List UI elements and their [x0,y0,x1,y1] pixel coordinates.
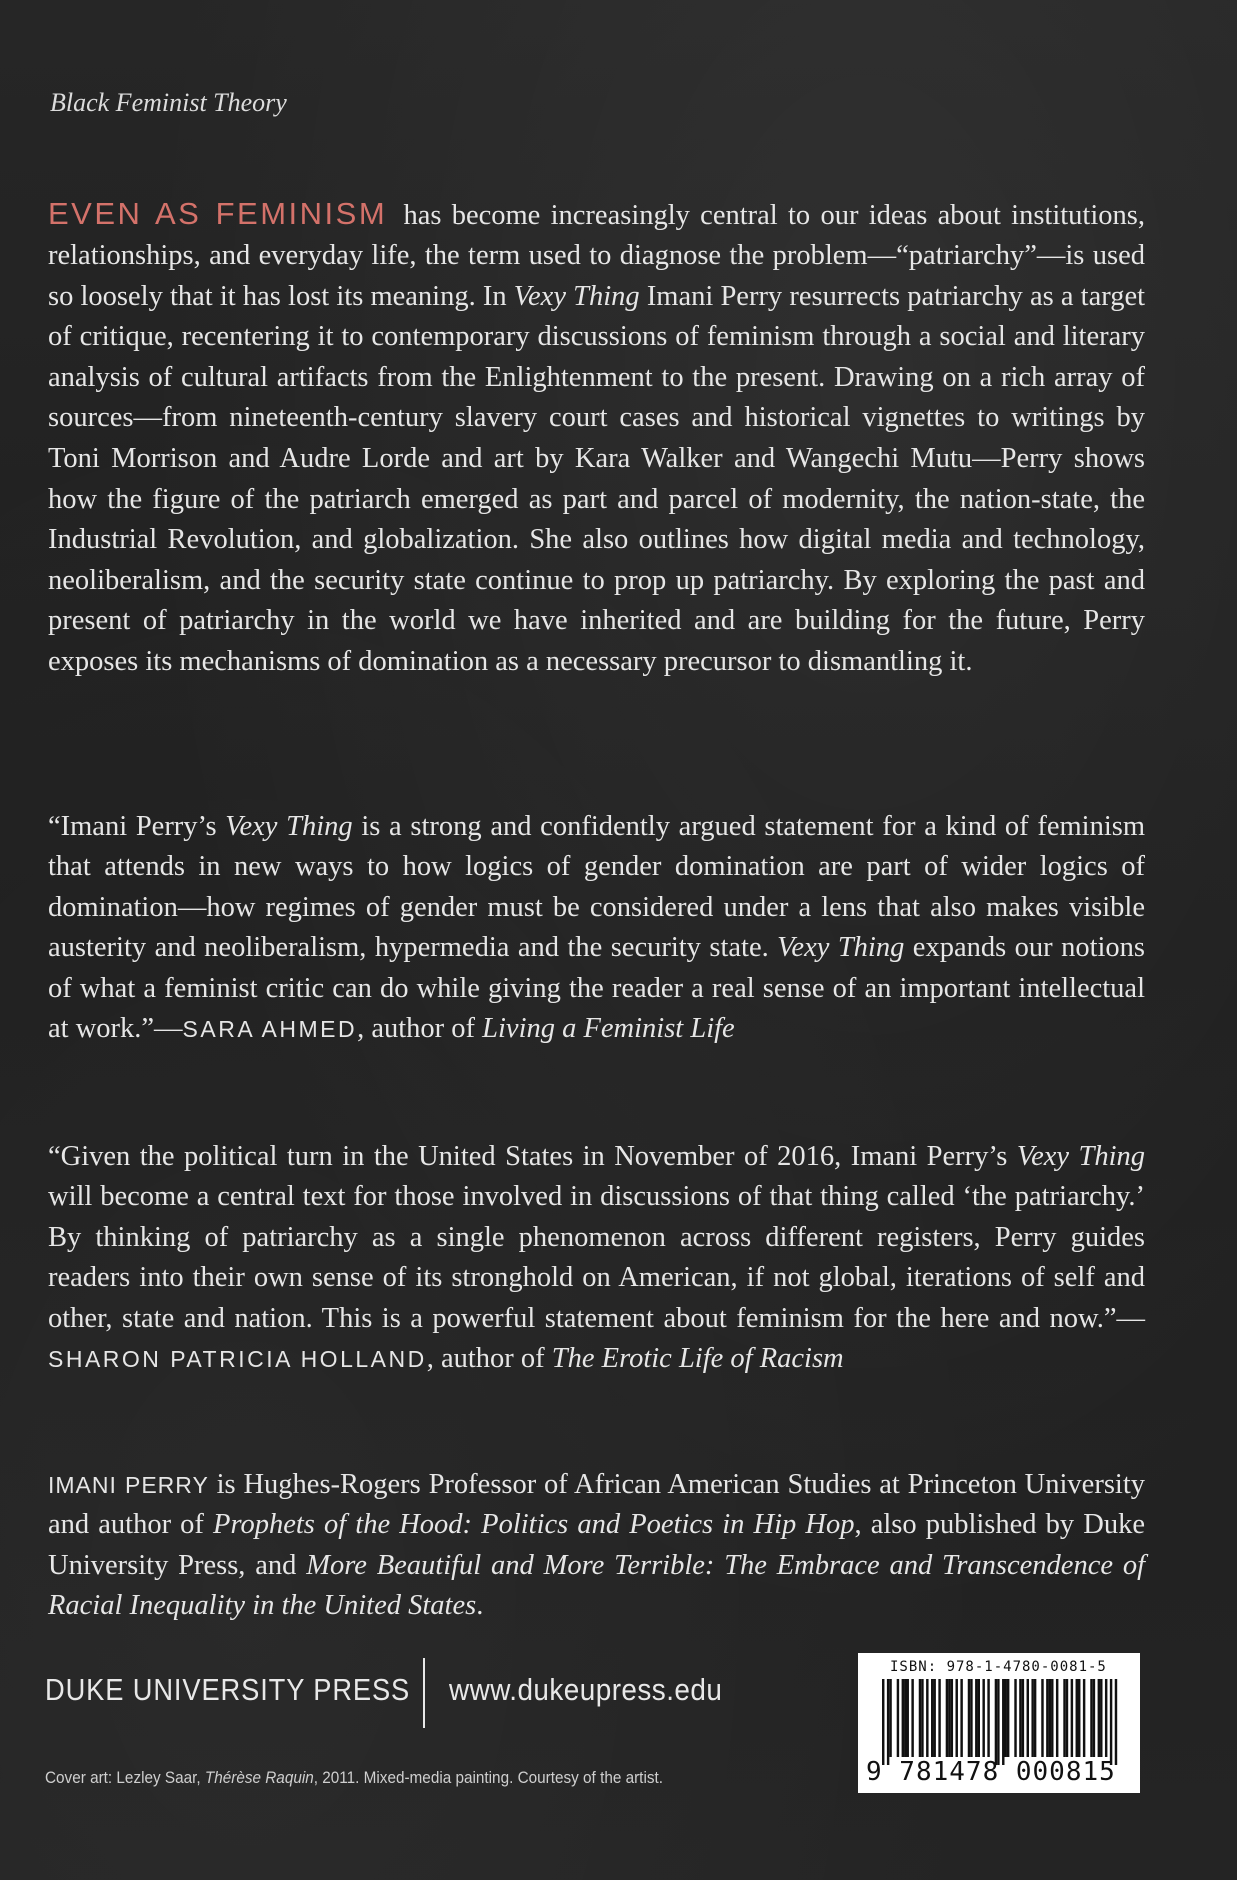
cover-art-credit [45,1768,663,1788]
barcode-bar [1005,1679,1007,1757]
isbn-label: ISBN: 978-1-4780-0081-5 [890,1659,1107,1675]
quote2-text-1: “Given the political turn in the United States in November of 2016, Imani Perry’s [48,1140,1017,1172]
barcode-bar [897,1679,899,1757]
bio-book-2: More Beautiful and More Terrible: The Embrace and Transcendence of Racial Inequality in the United States [48,1549,1145,1622]
barcode-bar [1014,1679,1016,1757]
barcode-bar [907,1679,909,1757]
barcode-bar [919,1679,921,1757]
barcode-bar [938,1679,940,1757]
barcode-bar [1031,1679,1033,1757]
barcode-bar [1105,1679,1107,1757]
barcode-bar [1100,1679,1102,1757]
barcode-bar [978,1679,980,1757]
barcode-bar [1098,1679,1100,1757]
barcode-bar [1022,1679,1024,1757]
barcode-bar [904,1679,906,1757]
barcode-digits: 9 781478 000815 [866,1757,1116,1787]
blurb-quote-holland [48,1137,1145,1381]
barcode-bar [1063,1679,1065,1757]
barcode-bar [948,1679,950,1757]
barcode-bar [911,1679,913,1757]
description-paragraph [48,194,1145,683]
bio-author-name: IMANI PERRY [48,1471,209,1498]
quote1-title-1: Vexy Thing [225,810,353,842]
quote1-author-book: Living a Feminist Life [482,1013,735,1045]
barcode-bar [951,1679,953,1757]
barcode-bar [968,1679,970,1757]
quote1-author: SARA AHMED [182,1016,358,1043]
quote1-text-3: , author of [357,1013,483,1045]
quote2-author-book: The Erotic Life of Racism [551,1343,844,1375]
barcode-bar [921,1679,923,1757]
credit-artwork-title: Thérèse Raquin [204,1768,314,1787]
bio-text-1: is Hughes-Rogers Professor of African American Studies at Princeton University and author of [48,1468,1146,1541]
quote1-text-2: expands our notions of what a feminist critic can do while giving the reader a real sense of an important intellectual at work.”— [48,932,1145,1045]
quote2-author: SHARON PATRICIA HOLLAND [48,1346,427,1373]
publisher-website: www.dukeupress.edu [449,1672,723,1707]
series-title: Black Feminist Theory [50,88,287,117]
barcode-bar [1056,1679,1058,1757]
bio-text-2: , also published by Duke University Press, and [48,1509,1146,1581]
description-text-1: has become increasingly central to our ideas about institutions, relationships, and everyday life, the term used to diagnose the problem—“patriarchy”—is used so loosely that it has lost its meaning. In [48,199,1145,312]
barcode-bar [1051,1679,1053,1757]
barcode-bar [987,1679,989,1757]
barcode-bar [1019,1679,1021,1757]
barcode-bar [931,1679,933,1757]
quote2-title: Vexy Thing [1016,1140,1146,1172]
barcode-bar [1049,1679,1051,1757]
barcode-bar [1076,1679,1078,1757]
barcode-bar [970,1679,972,1757]
publisher-name: DUKE UNIVERSITY PRESS [45,1672,411,1707]
quote1-open: “Imani Perry’s [48,810,226,842]
publisher-divider [423,1658,425,1728]
barcode-bar [1046,1679,1048,1757]
barcode-bar [902,1679,904,1757]
bio-text-3: . [476,1590,484,1622]
barcode-bar [926,1679,928,1757]
isbn-barcode [858,1653,1140,1793]
bio-book-1: Prophets of the Hood: Politics and Poetics in Hip Hop [213,1509,855,1541]
barcode-bar [933,1679,935,1757]
quote1-text-1: is a strong and confidently argued statement for a kind of feminism that attends in new ways to how logics of gender domination are part of wider logics of domination—how regimes of gender must be considered under a lens that also makes visible austerity and neoliberalism, hypermedia and the security state. [48,810,1145,964]
blurb-quote-ahmed [48,807,1145,1051]
author-bio [48,1465,1145,1627]
barcode-bar [997,1679,999,1765]
barcode-bar [1066,1679,1068,1757]
barcode-bar [960,1679,962,1757]
description-text-2: Imani Perry resurrects patriarchy as a target of critique, recentering it to contemporary discussions of feminism through a social and literary analysis of cultural artifacts from the Enlightenment to the present. Drawing on a rich array of sources—from nineteenth-century slavery court cases and historical vignettes to writings by Toni Morrison and Audre Lorde and art by Kara Walker and Wangechi Mutu—Perry shows how the figure of the patriarch emerged as part and parcel of modernity, the nation-state, the Industrial Revolution, and globalization. She also outlines how digital media and technology, neoliberalism, and the security state continue to prop up patriarchy. By exploring the past and present of patriarchy in the world we have inherited and are building for the future, Perry exposes its mechanisms of domination as a necessary precursor to dismantling it. [48,280,1146,678]
barcode-bar [1090,1679,1092,1757]
barcode-bar [1034,1679,1036,1757]
barcode-bar [887,1679,889,1765]
quote2-text-3: , author of [426,1343,552,1375]
barcode-bar [1002,1679,1004,1765]
description-book-title: Vexy Thing [513,280,640,312]
quote2-text-2: will become a central text for those involved in discussions of that thing called ‘the patriarchy.’ By thinking of patriarchy as a single phenomenon across different registers, Perry guides readers into their own sense of its stronghold on American, if not global, iterations of self and other, state and nation. This is a powerful statement about feminism for the here and now.”— [48,1181,1145,1334]
barcode-bar [946,1679,948,1757]
barcode-bar [995,1679,997,1765]
barcode-bar [1027,1679,1029,1757]
barcode-bar [889,1679,891,1757]
barcode-bar [1083,1679,1085,1757]
credit-text-2: , 2011. Mixed-media painting. Courtesy of the artist. [313,1768,663,1787]
quote1-title-2: Vexy Thing [777,932,905,964]
barcode-bar [956,1679,958,1757]
barcode-bar [882,1679,884,1765]
barcode-bar [1078,1679,1080,1757]
barcode-bar [1007,1679,1009,1757]
barcode-bar [1071,1679,1073,1757]
barcode-bar [1093,1679,1095,1757]
barcode-bar [982,1679,984,1757]
barcode-bar [975,1679,977,1757]
barcode-bar [1041,1679,1043,1757]
barcode-bar [1115,1679,1117,1765]
barcode-bar [1110,1679,1112,1765]
credit-text-1: Cover art: Lezley Saar, [45,1768,205,1787]
description-lead: EVEN AS FEMINISM [48,195,388,231]
